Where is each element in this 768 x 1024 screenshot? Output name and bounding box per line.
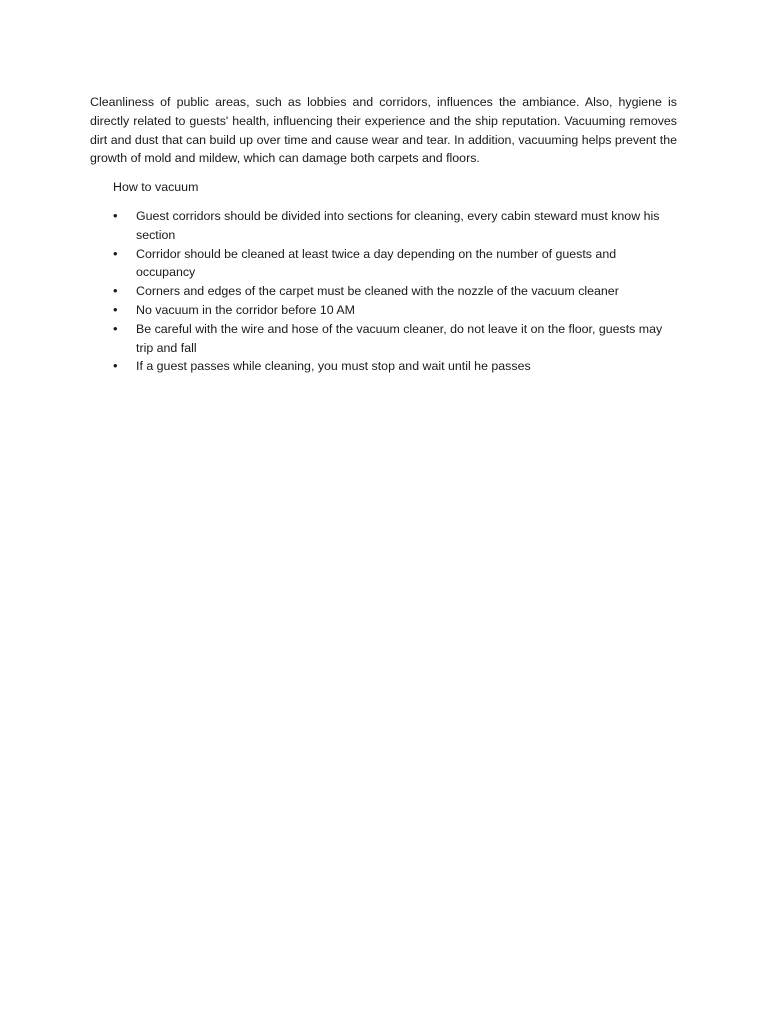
list-item [90, 245, 677, 283]
bullet-icon: • [113, 283, 118, 299]
vacuum-guidelines-list [90, 207, 677, 376]
list-item-text: If a guest passes while cleaning, you must stop and wait until he passes [136, 359, 531, 374]
bullet-icon: • [113, 245, 118, 261]
bullet-icon: • [113, 358, 118, 374]
section-heading: How to vacuum [113, 180, 199, 195]
list-item [90, 301, 677, 320]
list-item [90, 357, 677, 376]
list-item-text: No vacuum in the corridor before 10 AM [136, 302, 356, 317]
list-item-text: Be careful with the wire and hose of the vacuum cleaner, do not leave it on the floor, guests may trip and fall [136, 321, 663, 355]
list-item-text: Corners and edges of the carpet must be cleaned with the nozzle of the vacuum cleaner [136, 284, 619, 299]
list-item [90, 207, 677, 245]
list-item-text: Corridor should be cleaned at least twice a day depending on the number of guests and occupancy [136, 246, 617, 280]
intro-paragraph: Cleanliness of public areas, such as lobbies and corridors, influences the ambiance. Also, hygiene is directly related to guests' health, influencing their experience and the ship reputation. Vacuuming removes dirt and dust that can build up over time and cause wear and tear. In addition, vacuuming helps prevent the growth of mold and mildew, which can damage both carpets and floors. [90, 95, 677, 166]
list-item [90, 320, 677, 358]
list-item [90, 282, 677, 301]
list-item-text: Guest corridors should be divided into sections for cleaning, every cabin steward must know his section [136, 208, 660, 242]
bullet-icon: • [113, 320, 118, 336]
document-body [90, 93, 677, 376]
bullet-icon: • [113, 207, 118, 223]
bullet-icon: • [113, 301, 118, 317]
